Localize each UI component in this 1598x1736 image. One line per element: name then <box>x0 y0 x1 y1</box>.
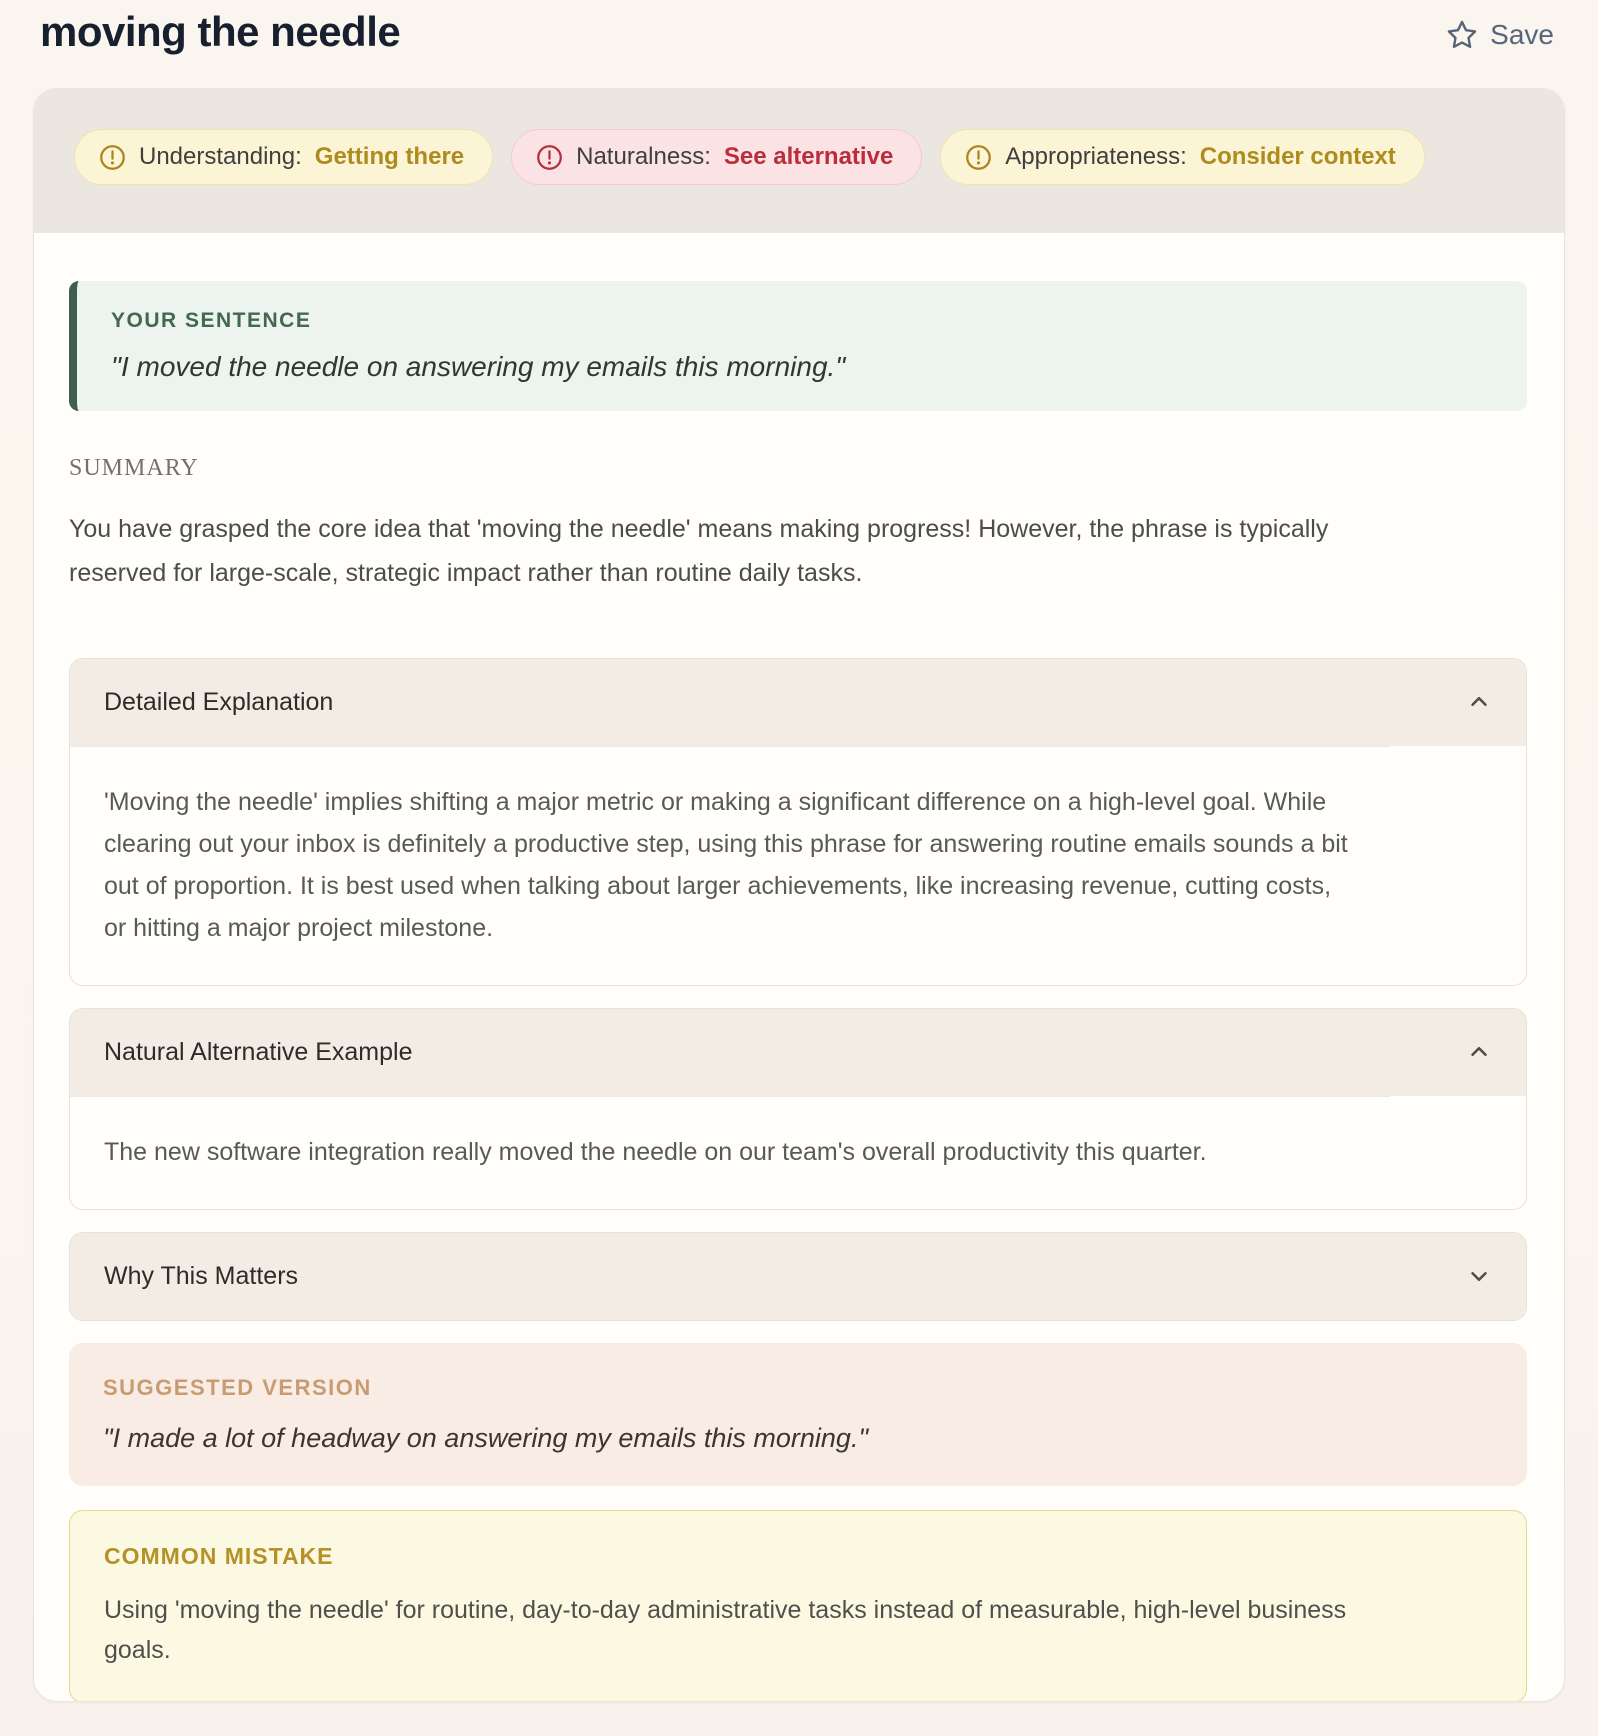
accordion-header-detailed-explanation[interactable] <box>70 659 1526 746</box>
alert-circle-icon <box>536 144 563 171</box>
accordion-detailed-explanation <box>69 658 1527 986</box>
badge-label: Appropriateness: <box>1005 143 1187 170</box>
accordion-header-natural-alternative[interactable] <box>70 1009 1526 1096</box>
your-sentence-label: YOUR SENTENCE <box>111 309 312 332</box>
accordion-body: The new software integration really moved the needle on our team's overall productivity this quarter. <box>70 1096 1390 1209</box>
feedback-card <box>33 88 1565 1702</box>
suggested-version-box <box>69 1343 1527 1486</box>
common-mistake-box <box>69 1510 1527 1703</box>
accordion-why-this-matters <box>69 1232 1527 1321</box>
common-mistake-label: COMMON MISTAKE <box>104 1542 334 1569</box>
alert-circle-icon <box>965 144 992 171</box>
accordion-title: Detailed Explanation <box>104 687 334 716</box>
naturalness-badge <box>511 129 922 185</box>
accordion-title: Why This Matters <box>104 1261 299 1290</box>
page-title: moving the needle <box>40 8 401 55</box>
chevron-up-icon <box>1466 689 1492 715</box>
your-sentence-box <box>69 281 1527 411</box>
top-bar <box>0 0 1598 88</box>
suggested-version-text: "I made a lot of headway on answering my emails this morning." <box>103 1422 869 1453</box>
alert-circle-icon <box>99 144 126 171</box>
badge-value: Getting there <box>314 143 465 170</box>
chevron-down-icon <box>1466 1263 1492 1289</box>
suggested-version-label: SUGGESTED VERSION <box>103 1374 372 1400</box>
chevron-up-icon <box>1466 1039 1492 1065</box>
understanding-badge <box>74 129 493 185</box>
save-button[interactable] <box>1445 6 1554 52</box>
accordion-natural-alternative <box>69 1008 1527 1210</box>
save-label: Save <box>1490 19 1554 50</box>
accordion-header-why-this-matters[interactable] <box>70 1233 1526 1320</box>
status-badge-strip <box>34 89 1564 233</box>
badge-value: Consider context <box>1199 143 1396 170</box>
badge-value: See alternative <box>723 143 894 170</box>
summary-label: SUMMARY <box>69 455 199 481</box>
accordion-title: Natural Alternative Example <box>104 1037 413 1066</box>
accordion-body: 'Moving the needle' implies shifting a major metric or making a significant difference on a high-level goal. While clearing out your inbox is definitely a productive step, using this phrase for answering routine emails sounds a bit out of proportion. It is best used when talking about larger achievements, like increasing revenue, cutting costs, or hitting a major project milestone. <box>70 746 1390 985</box>
badge-label: Naturalness: <box>576 143 711 170</box>
common-mistake-text: Using 'moving the needle' for routine, day-to-day administrative tasks instead of measurable, high-level business goals. <box>104 1595 1347 1664</box>
card-body <box>34 233 1564 1702</box>
summary-text: You have grasped the core idea that 'moving the needle' means making progress! However, the phrase is typically reserved for large-scale, strategic impact rather than routine daily tasks. <box>69 515 1329 587</box>
your-sentence-text: "I moved the needle on answering my emails this morning." <box>111 351 846 382</box>
badge-label: Understanding: <box>139 143 302 170</box>
appropriateness-badge <box>940 129 1424 185</box>
star-icon <box>1445 18 1479 52</box>
